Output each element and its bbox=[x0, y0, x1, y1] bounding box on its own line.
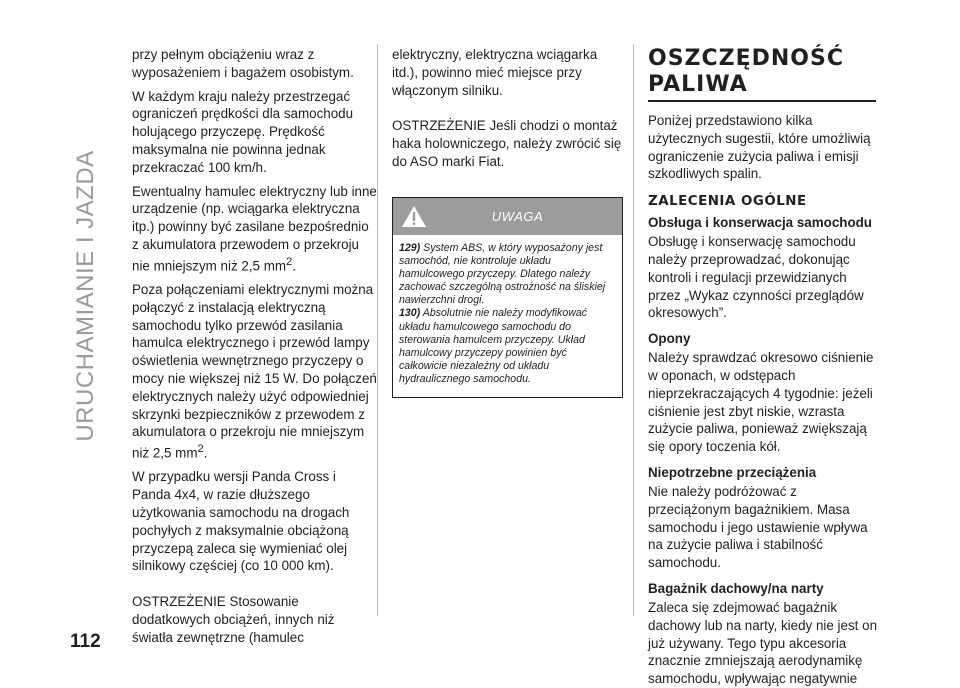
text-column-1 bbox=[132, 46, 377, 647]
text-column-3 bbox=[648, 46, 883, 688]
chapter-side-title-text: URUCHAMIANIE I JAZDA bbox=[72, 150, 99, 442]
paragraph: Poza połączeniami elektrycznymi można połączyć z instalacją elektryczną samochodu tylko przewód zasilania hamulca elektrycznego i przewód lampy oświetlenia wewnętrznego przyczepy o mocy nie większej niż 15 W. Do połączeń elektrycznych należy użyć odpowiedniej skrzynki bezpieczników z przewodem z akumulatora o przekroju nie mniejszym niż 2,5 $mm^2$. bbox=[132, 282, 377, 461]
subsection-heading: ZALECENIA OGÓLNE bbox=[648, 194, 807, 210]
paragraph: elektryczny, elektryczna wciągarka itd.), powinno mieć miejsce przy włączonym silniku. bbox=[392, 47, 598, 98]
note-number: 129) bbox=[399, 242, 421, 254]
paragraph: Nie należy podróżować z przeciążonym bagażnikiem. Masa samochodu i jego ustawienie wpływa na zużycie paliwa i stabilność samochodu. bbox=[648, 483, 868, 571]
paragraph: przy pełnym obciążeniu wraz z wyposażeniem i bagażem osobistym. bbox=[132, 47, 354, 80]
paragraph: Poniżej przedstawiono kilka użytecznych sugestii, które umożliwią ograniczenie zużycia paliwa i emisji szkodliwych spalin. bbox=[648, 113, 871, 182]
paragraph: Należy sprawdzać okresowo ciśnienie w oponach, w odstępach nieprzekraczających 4 tygodnie: jeżeli ciśnienie jest zbyt niskie, wzrasta zużycie paliwa, ponieważ zwiększają się opory toczenia kół. bbox=[648, 350, 874, 455]
topic-heading: Opony bbox=[648, 331, 691, 347]
paragraph: W każdym kraju należy przestrzegać ograniczeń prędkości dla samochodu holującego przyczepę. Prędkość maksymalna nie powinna jednak przekraczać 100 km/h. bbox=[132, 88, 354, 175]
paragraph: OSTRZEŻENIE Stosowanie dodatkowych obciążeń, innych niż światła zewnętrzne (hamulec bbox=[132, 594, 335, 645]
column-divider bbox=[633, 44, 634, 616]
warning-title: UWAGA bbox=[491, 209, 544, 224]
paragraph: OSTRZEŻENIE Jeśli chodzi o montaż haka holowniczego, należy zwrócić się do ASO marki Fiat. bbox=[392, 118, 622, 169]
paragraph: Zaleca się zdejmować bagażnik dachowy lub na narty, kiedy nie jest on już używany. Tego typu akcesoria znacznie zmniejszają aerodynamikę samochodu, wpływając negatywnie bbox=[648, 599, 878, 687]
heading-underline bbox=[648, 100, 876, 102]
warning-note: 129) System ABS, w który wyposażony jest samochód, nie kontroluje układu hamulcowego przyczepy. Dlatego należy zachować szczególną ostrożność na śliskiej nawierzchni drogi. bbox=[399, 242, 606, 307]
topic-heading: Obsługa i konserwacja samochodu bbox=[648, 215, 872, 231]
superscript: 2 bbox=[197, 443, 204, 456]
warning-header bbox=[393, 198, 622, 235]
warning-body bbox=[393, 235, 622, 386]
topic-heading: Bagażnik dachowy/na narty bbox=[648, 580, 824, 596]
warning-note: 130) Absolutnie nie należy modyfikować układu hamulcowego samochodu do sterowania hamulcem przyczepy. Układ hamulcowy przyczepy powinien być całkowicie niezależny od układu hydraulicznego samochodu. bbox=[399, 307, 588, 385]
text-column-2 bbox=[392, 46, 622, 171]
paragraph: Obsługę i konserwację samochodu należy przeprowadzać, dokonując kontroli i regulacji przewidzianych przez „Wykaz czynności przeglądów okresowych”. bbox=[648, 234, 864, 321]
paragraph: W przypadku wersji Panda Cross i Panda 4x4, w razie dłuższego użytkowania samochodu na drogach pochyłych z maksymalnie obciążoną przyczepą zaleca się wymieniać olej silnikowy częściej (co 10 000 km). bbox=[132, 469, 350, 574]
superscript: 2 bbox=[286, 255, 293, 268]
page-number: 112 bbox=[70, 631, 101, 652]
warning-box bbox=[392, 197, 623, 398]
warning-triangle-icon bbox=[401, 205, 427, 228]
section-heading: OSZCZĘDNOŚĆ PALIWA bbox=[648, 46, 844, 97]
note-number: 130) bbox=[399, 307, 421, 320]
topic-heading: Niepotrzebne przeciążenia bbox=[648, 464, 817, 480]
paragraph: Ewentualny hamulec elektryczny lub inne urządzenie (np. wciągarka elektryczna itp.) powinny być zasilane bezpośrednio z akumulatora przewodem o przekroju nie mniejszym niż 2,5 $mm^2$. bbox=[132, 183, 377, 274]
column-divider bbox=[377, 44, 378, 616]
